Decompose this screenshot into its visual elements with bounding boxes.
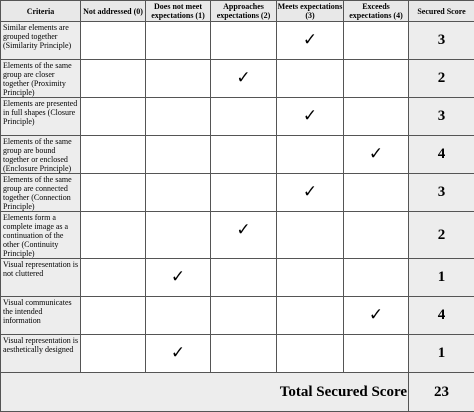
rating-cell-3	[277, 212, 344, 259]
criterion-row	[1, 60, 474, 98]
rating-cell-0	[81, 60, 146, 98]
rating-cell-4	[344, 98, 409, 136]
rating-cell-1	[146, 136, 211, 174]
criterion-row	[1, 335, 474, 373]
rating-cell-2	[211, 22, 277, 60]
check-mark-icon: ✓	[211, 222, 276, 239]
rating-cell-2	[211, 136, 277, 174]
header-secured-score: Secured Score	[409, 1, 474, 22]
criterion-row	[1, 297, 474, 335]
check-mark-icon: ✓	[344, 146, 408, 163]
rating-cell-2	[211, 335, 277, 373]
rating-cell-3	[277, 259, 344, 297]
secured-score-cell: 3	[409, 22, 474, 60]
rating-cell-0	[81, 259, 146, 297]
check-mark-icon: ✓	[277, 108, 343, 125]
criterion-row	[1, 22, 474, 60]
rating-cell-1	[146, 98, 211, 136]
rating-cell-1	[146, 22, 211, 60]
secured-score-cell: 4	[409, 297, 474, 335]
check-mark-icon: ✓	[146, 345, 210, 362]
criterion-text: Visual representation is aesthetically designed	[1, 335, 81, 373]
secured-score-cell: 3	[409, 174, 474, 212]
criterion-row	[1, 136, 474, 174]
rating-cell-2	[211, 259, 277, 297]
check-mark-icon: ✓	[277, 184, 343, 201]
secured-score-cell: 3	[409, 98, 474, 136]
secured-score-cell: 2	[409, 212, 474, 259]
rating-cell-3	[277, 297, 344, 335]
criterion-text: Elements are presented in full shapes (Closure Principle)	[1, 98, 81, 136]
header-exceeds: Exceeds expectations (4)	[344, 1, 409, 22]
check-mark-icon: ✓	[211, 70, 276, 87]
header-approaches: Approaches expectations (2)	[211, 1, 277, 22]
rating-cell-0	[81, 297, 146, 335]
header-does-not-meet: Does not meet expectations (1)	[146, 1, 211, 22]
header-row	[1, 1, 474, 22]
rating-cell-0	[81, 136, 146, 174]
rating-cell-1	[146, 212, 211, 259]
criterion-text: Elements form a complete image as a continuation of the other (Continuity Principle)	[1, 212, 81, 259]
check-mark-icon: ✓	[344, 307, 408, 324]
rating-cell-1	[146, 335, 211, 373]
rating-cell-4	[344, 212, 409, 259]
rating-cell-0	[81, 22, 146, 60]
rating-cell-3	[277, 60, 344, 98]
secured-score-cell: 1	[409, 259, 474, 297]
rating-cell-0	[81, 98, 146, 136]
rating-cell-3	[277, 98, 344, 136]
secured-score-cell: 1	[409, 335, 474, 373]
rating-cell-2	[211, 212, 277, 259]
check-mark-icon: ✓	[277, 32, 343, 49]
rating-cell-4	[344, 60, 409, 98]
secured-score-cell: 2	[409, 60, 474, 98]
rating-cell-4	[344, 22, 409, 60]
total-row	[1, 373, 474, 412]
rating-cell-1	[146, 259, 211, 297]
rating-cell-4	[344, 335, 409, 373]
rating-cell-0	[81, 212, 146, 259]
rating-cell-0	[81, 174, 146, 212]
criterion-row	[1, 98, 474, 136]
total-label: Total Secured Score	[1, 373, 409, 412]
header-meets: Meets expectations (3)	[277, 1, 344, 22]
rating-cell-3	[277, 22, 344, 60]
criterion-text: Elements of the same group are closer together (Proximity Principle)	[1, 60, 81, 98]
rating-cell-4	[344, 174, 409, 212]
rating-cell-1	[146, 60, 211, 98]
header-not-addressed: Not addressed (0)	[81, 1, 146, 22]
rating-cell-2	[211, 60, 277, 98]
rating-cell-3	[277, 335, 344, 373]
rating-cell-3	[277, 174, 344, 212]
rating-cell-2	[211, 174, 277, 212]
rating-cell-4	[344, 297, 409, 335]
rating-cell-1	[146, 174, 211, 212]
header-criteria: Criteria	[1, 1, 81, 22]
rating-cell-4	[344, 259, 409, 297]
check-mark-icon: ✓	[146, 269, 210, 286]
criterion-row	[1, 212, 474, 259]
rating-cell-3	[277, 136, 344, 174]
rating-cell-2	[211, 297, 277, 335]
rating-cell-2	[211, 98, 277, 136]
criterion-row	[1, 174, 474, 212]
criterion-row	[1, 259, 474, 297]
criterion-text: Visual communicates the intended information	[1, 297, 81, 335]
total-score: 23	[409, 373, 474, 412]
criterion-text: Visual representation is not cluttered	[1, 259, 81, 297]
criterion-text: Similar elements are grouped together (Similarity Principle)	[1, 22, 81, 60]
rating-cell-0	[81, 335, 146, 373]
criterion-text: Elements of the same group are bound together or enclosed (Enclosure Principle)	[1, 136, 81, 174]
rating-cell-4	[344, 136, 409, 174]
secured-score-cell: 4	[409, 136, 474, 174]
criterion-text: Elements of the same group are connected together (Connection Principle)	[1, 174, 81, 212]
rating-cell-1	[146, 297, 211, 335]
